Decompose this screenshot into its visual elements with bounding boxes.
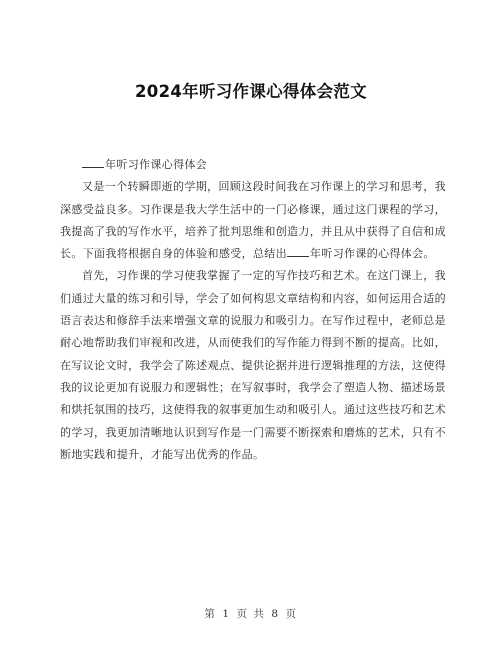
paragraph-1 <box>60 176 446 265</box>
paragraph-1-tail: 年听习作课的心得体会。 <box>310 247 435 261</box>
year-blank <box>82 158 104 168</box>
paragraph-2 <box>60 265 446 466</box>
subtitle-text: 年听习作课心得体会 <box>105 158 208 171</box>
subtitle-line <box>60 154 446 176</box>
footer-total-pages: 8 <box>271 608 280 620</box>
paragraph-1-text: 又是一个转瞬即逝的学期，回顾这段时间我在习作课上的学习和思考，我深感受益良多。习作课是我大学生活中的一门必修课，通过这门课程的学习，我提高了我的写作水平，培养了批判思维和创造力，并且从中获得了自信和成长。下面我将根据自身的体验和感受，总结出 <box>60 180 446 261</box>
paragraph-2-text: 首先，习作课的学习使我掌握了一定的写作技巧和艺术。在这门课上，我们通过大量的练习和引导，学会了如何构思文章结构和内容，如何运用合适的语言表达和修辞手法来增强文章的说服力和吸引力。在写作过程中，老师总是耐心地帮助我们审视和改进，从而使我们的写作能力得到不断的提高。比如，在写议论文时，我学会了陈述观点、提供论据并进行逻辑推理的方法，这使得我的议论更加有说服力和逻辑性；在写叙事时，我学会了塑造人物、描述场景和烘托氛围的技巧，这使得我的叙事更加生动和吸引人。通过这些技巧和艺术的学习，我更加清晰地认识到写作是一门需要不断探索和磨炼的艺术，只有不断地实践和提升，才能写出优秀的作品。 <box>60 269 446 461</box>
year-blank-inline <box>287 247 309 257</box>
document-title: 2024年听习作课心得体会范文 <box>135 82 367 101</box>
footer-current-page: 1 <box>222 608 231 620</box>
page-footer <box>0 606 502 621</box>
footer-middle: 页 共 <box>236 608 266 620</box>
footer-prefix: 第 <box>204 608 217 620</box>
document-body <box>60 154 446 466</box>
footer-suffix: 页 <box>285 608 298 620</box>
